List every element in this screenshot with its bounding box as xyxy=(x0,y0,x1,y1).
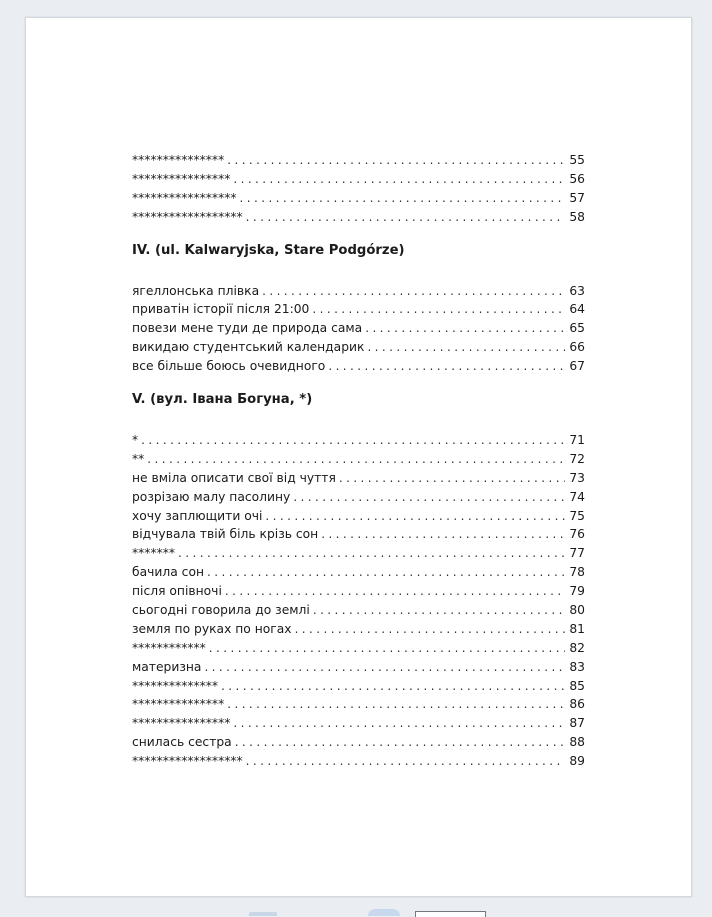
toc-entry-title: хочу заплющити очі xyxy=(132,508,263,523)
toc-entry[interactable] xyxy=(132,208,585,227)
toc-entry[interactable] xyxy=(132,450,585,469)
toolbar-round-button-icon[interactable] xyxy=(368,909,400,916)
toc-entry[interactable] xyxy=(132,601,585,620)
toc-entry-title: материзна xyxy=(132,659,202,674)
toc-entry[interactable] xyxy=(132,189,585,208)
toc-entry-page: 77 xyxy=(569,546,585,561)
toc-entry-page: 83 xyxy=(569,659,585,674)
toc-entry-title: повези мене туди де природа сама xyxy=(132,321,363,336)
toc-entry-title: викидаю студентський календарик xyxy=(132,340,365,355)
toc-entry-title: не вміла описати свої від чуття xyxy=(132,470,336,485)
toc-entry[interactable] xyxy=(132,151,585,170)
page-number-input[interactable] xyxy=(415,911,486,917)
toc-entry-title: ягеллонська плівка xyxy=(132,283,260,298)
dot-leader xyxy=(227,695,565,714)
dot-leader xyxy=(246,752,566,771)
dot-leader xyxy=(141,431,565,450)
toc-entry[interactable] xyxy=(132,488,585,507)
toc-entry[interactable] xyxy=(132,338,585,357)
toc-entry-title: земля по руках по ногах xyxy=(132,621,292,636)
toc-entry-title: ************ xyxy=(132,640,206,655)
dot-leader xyxy=(321,525,565,544)
toc-entry-title: ****************** xyxy=(132,754,243,769)
toc-entry[interactable] xyxy=(132,582,585,601)
toc-entry[interactable] xyxy=(132,431,585,450)
section-heading-v: V. (вул. Івана Богуна, *) xyxy=(132,392,313,408)
dot-leader xyxy=(147,450,565,469)
table-of-contents xyxy=(132,151,585,771)
dot-leader xyxy=(293,488,565,507)
dot-leader xyxy=(235,733,566,752)
toc-entry[interactable] xyxy=(132,620,585,639)
toc-entry-page: 76 xyxy=(569,527,585,542)
toc-entry-page: 87 xyxy=(569,716,585,731)
toc-entry[interactable] xyxy=(132,357,585,376)
toolbar-button-icon[interactable] xyxy=(249,912,277,916)
toc-entry[interactable] xyxy=(132,658,585,677)
toc-entry[interactable] xyxy=(132,319,585,338)
toc-entry[interactable] xyxy=(132,733,585,752)
toc-entry[interactable] xyxy=(132,170,585,189)
dot-leader xyxy=(233,170,565,189)
toc-entry-page: 55 xyxy=(569,153,585,167)
toc-entry[interactable] xyxy=(132,282,585,301)
toc-entry-title: *************** xyxy=(132,153,225,167)
toc-entry-page: 58 xyxy=(569,209,585,224)
toc-entry[interactable] xyxy=(132,563,585,582)
dot-leader xyxy=(227,151,565,170)
toc-entry-title: * xyxy=(132,433,139,448)
toc-entry-page: 88 xyxy=(569,735,585,750)
toc-entry-page: 67 xyxy=(569,359,585,374)
toc-entry-page: 66 xyxy=(569,340,585,355)
toc-entry[interactable] xyxy=(132,300,585,319)
toc-entry-page: 71 xyxy=(569,433,585,448)
toc-entry-page: 72 xyxy=(569,451,585,466)
toc-entry-title: ** xyxy=(132,451,145,466)
toc-entry-title: розрізаю малу пасолину xyxy=(132,489,291,504)
dot-leader xyxy=(178,544,565,563)
dot-leader xyxy=(295,620,566,639)
toc-entry-title: приватін історії після 21:00 xyxy=(132,302,310,317)
toc-entry-title: все більше боюсь очевидного xyxy=(132,359,326,374)
document-page xyxy=(25,17,692,897)
toc-entry-page: 56 xyxy=(569,171,585,186)
dot-leader xyxy=(204,658,565,677)
toc-entry[interactable] xyxy=(132,695,585,714)
toc-entry[interactable] xyxy=(132,525,585,544)
dot-leader xyxy=(265,507,565,526)
toc-entry-page: 82 xyxy=(569,640,585,655)
toc-entry-title: *************** xyxy=(132,697,225,712)
dot-leader xyxy=(312,300,565,319)
toc-entry-title: **************** xyxy=(132,716,231,731)
toc-entry-title: **************** xyxy=(132,171,231,186)
toc-entry-title: бачила сон xyxy=(132,565,205,580)
toc-entry-page: 79 xyxy=(569,584,585,599)
toc-entry-title: ****************** xyxy=(132,209,243,224)
dot-leader xyxy=(313,601,566,620)
toc-entry-page: 73 xyxy=(569,470,585,485)
toc-entry[interactable] xyxy=(132,544,585,563)
toc-entry-title: після опівночі xyxy=(132,584,222,599)
toc-entry-page: 89 xyxy=(569,754,585,769)
toc-entry[interactable] xyxy=(132,714,585,733)
toc-entry-page: 57 xyxy=(569,190,585,205)
toc-entry-page: 81 xyxy=(569,621,585,636)
toc-entry-page: 78 xyxy=(569,565,585,580)
toc-entry-page: 63 xyxy=(569,283,585,298)
viewer-bottom-toolbar xyxy=(0,904,712,916)
section-heading-iv: IV. (ul. Kalwaryjska, Stare Podgórze) xyxy=(132,242,405,258)
dot-leader xyxy=(233,714,565,733)
dot-leader xyxy=(367,338,565,357)
toc-entry-title: ***************** xyxy=(132,190,237,205)
toc-entry[interactable] xyxy=(132,507,585,526)
toc-entry[interactable] xyxy=(132,677,585,696)
toc-entry-page: 74 xyxy=(569,489,585,504)
dot-leader xyxy=(207,563,565,582)
toc-entry-page: 85 xyxy=(569,678,585,693)
dot-leader xyxy=(262,282,565,301)
toc-entry[interactable] xyxy=(132,469,585,488)
dot-leader xyxy=(225,582,565,601)
toc-entry-page: 86 xyxy=(569,697,585,712)
dot-leader xyxy=(339,469,565,488)
dot-leader xyxy=(328,357,565,376)
dot-leader xyxy=(240,189,566,208)
toc-entry-page: 75 xyxy=(569,508,585,523)
dot-leader xyxy=(209,639,566,658)
toc-entry-title: снилась сестра xyxy=(132,735,232,750)
toc-entry-page: 65 xyxy=(569,321,585,336)
dot-leader xyxy=(221,677,565,696)
toc-entry-title: ******* xyxy=(132,546,176,561)
toc-entry[interactable] xyxy=(132,752,585,771)
toc-entry-page: 64 xyxy=(569,302,585,317)
toc-entry-title: ************** xyxy=(132,678,219,693)
toc-entry-title: відчувала твій біль крізь сон xyxy=(132,527,319,542)
toc-entry-page: 80 xyxy=(569,603,585,618)
dot-leader xyxy=(246,208,566,227)
toc-entry-title: сьогодні говорила до землі xyxy=(132,603,310,618)
dot-leader xyxy=(365,319,565,338)
toc-entry[interactable] xyxy=(132,639,585,658)
